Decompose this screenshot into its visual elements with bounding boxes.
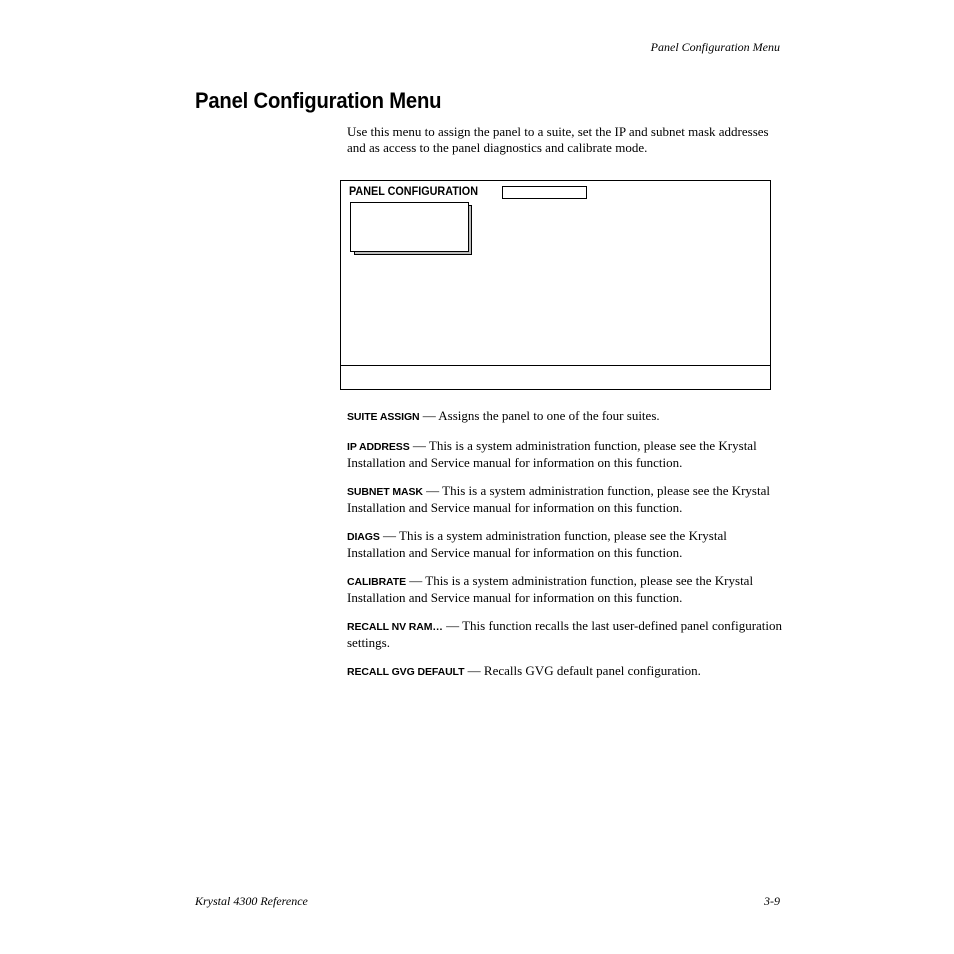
term-label: RECALL NV RAM… (347, 620, 443, 633)
description-subnet-mask (347, 483, 787, 516)
term-label: RECALL GVG DEFAULT (347, 665, 465, 678)
page-title: Panel Configuration Menu (195, 88, 442, 113)
footer-book-title: Krystal 4300 Reference (195, 894, 308, 908)
menu-value-field[interactable] (502, 186, 587, 199)
menu-title: PANEL CONFIGURATION (349, 184, 479, 198)
term-label: SUITE ASSIGN (347, 411, 420, 423)
term-label: DIAGS (347, 530, 380, 543)
menu-item-descriptions (347, 408, 787, 692)
term-label: CALIBRATE (347, 575, 406, 588)
panel-configuration-menu (340, 180, 771, 390)
description-diags (347, 528, 787, 561)
intro-paragraph: Use this menu to assign the panel to a suite, set the IP and subnet mask addresses and as access to the panel diagnostics and calibrate mode. (347, 124, 769, 155)
term-description: — Assigns the panel to one of the four suites. (419, 408, 660, 423)
term-description: — Recalls GVG default panel configuration. (464, 662, 701, 678)
term-label: SUBNET MASK (347, 485, 423, 498)
term-label: IP ADDRESS (347, 440, 410, 453)
running-header: Panel Configuration Menu (650, 40, 780, 54)
menu-status-divider (341, 365, 770, 366)
term-description: — This is a system administration function, please see the Krystal Installation and Service manual for information on this function. (347, 437, 757, 470)
term-description: — This function recalls the last user-defined panel configuration settings. (347, 617, 783, 650)
footer-page-number: 3-9 (764, 894, 780, 908)
description-recall-gvg-default (347, 663, 787, 681)
description-suite-assign (347, 408, 787, 426)
menu-list-box[interactable] (350, 202, 469, 252)
term-description: — This is a system administration function, please see the Krystal Installation and Service manual for information on this function. (347, 482, 770, 515)
term-description: — This is a system administration function, please see the Krystal Installation and Service manual for information on this function. (347, 527, 727, 560)
term-description: — This is a system administration function, please see the Krystal Installation and Service manual for information on this function. (347, 572, 754, 605)
description-calibrate (347, 573, 787, 606)
description-ip-address (347, 438, 787, 471)
description-recall-nv-ram (347, 618, 787, 651)
